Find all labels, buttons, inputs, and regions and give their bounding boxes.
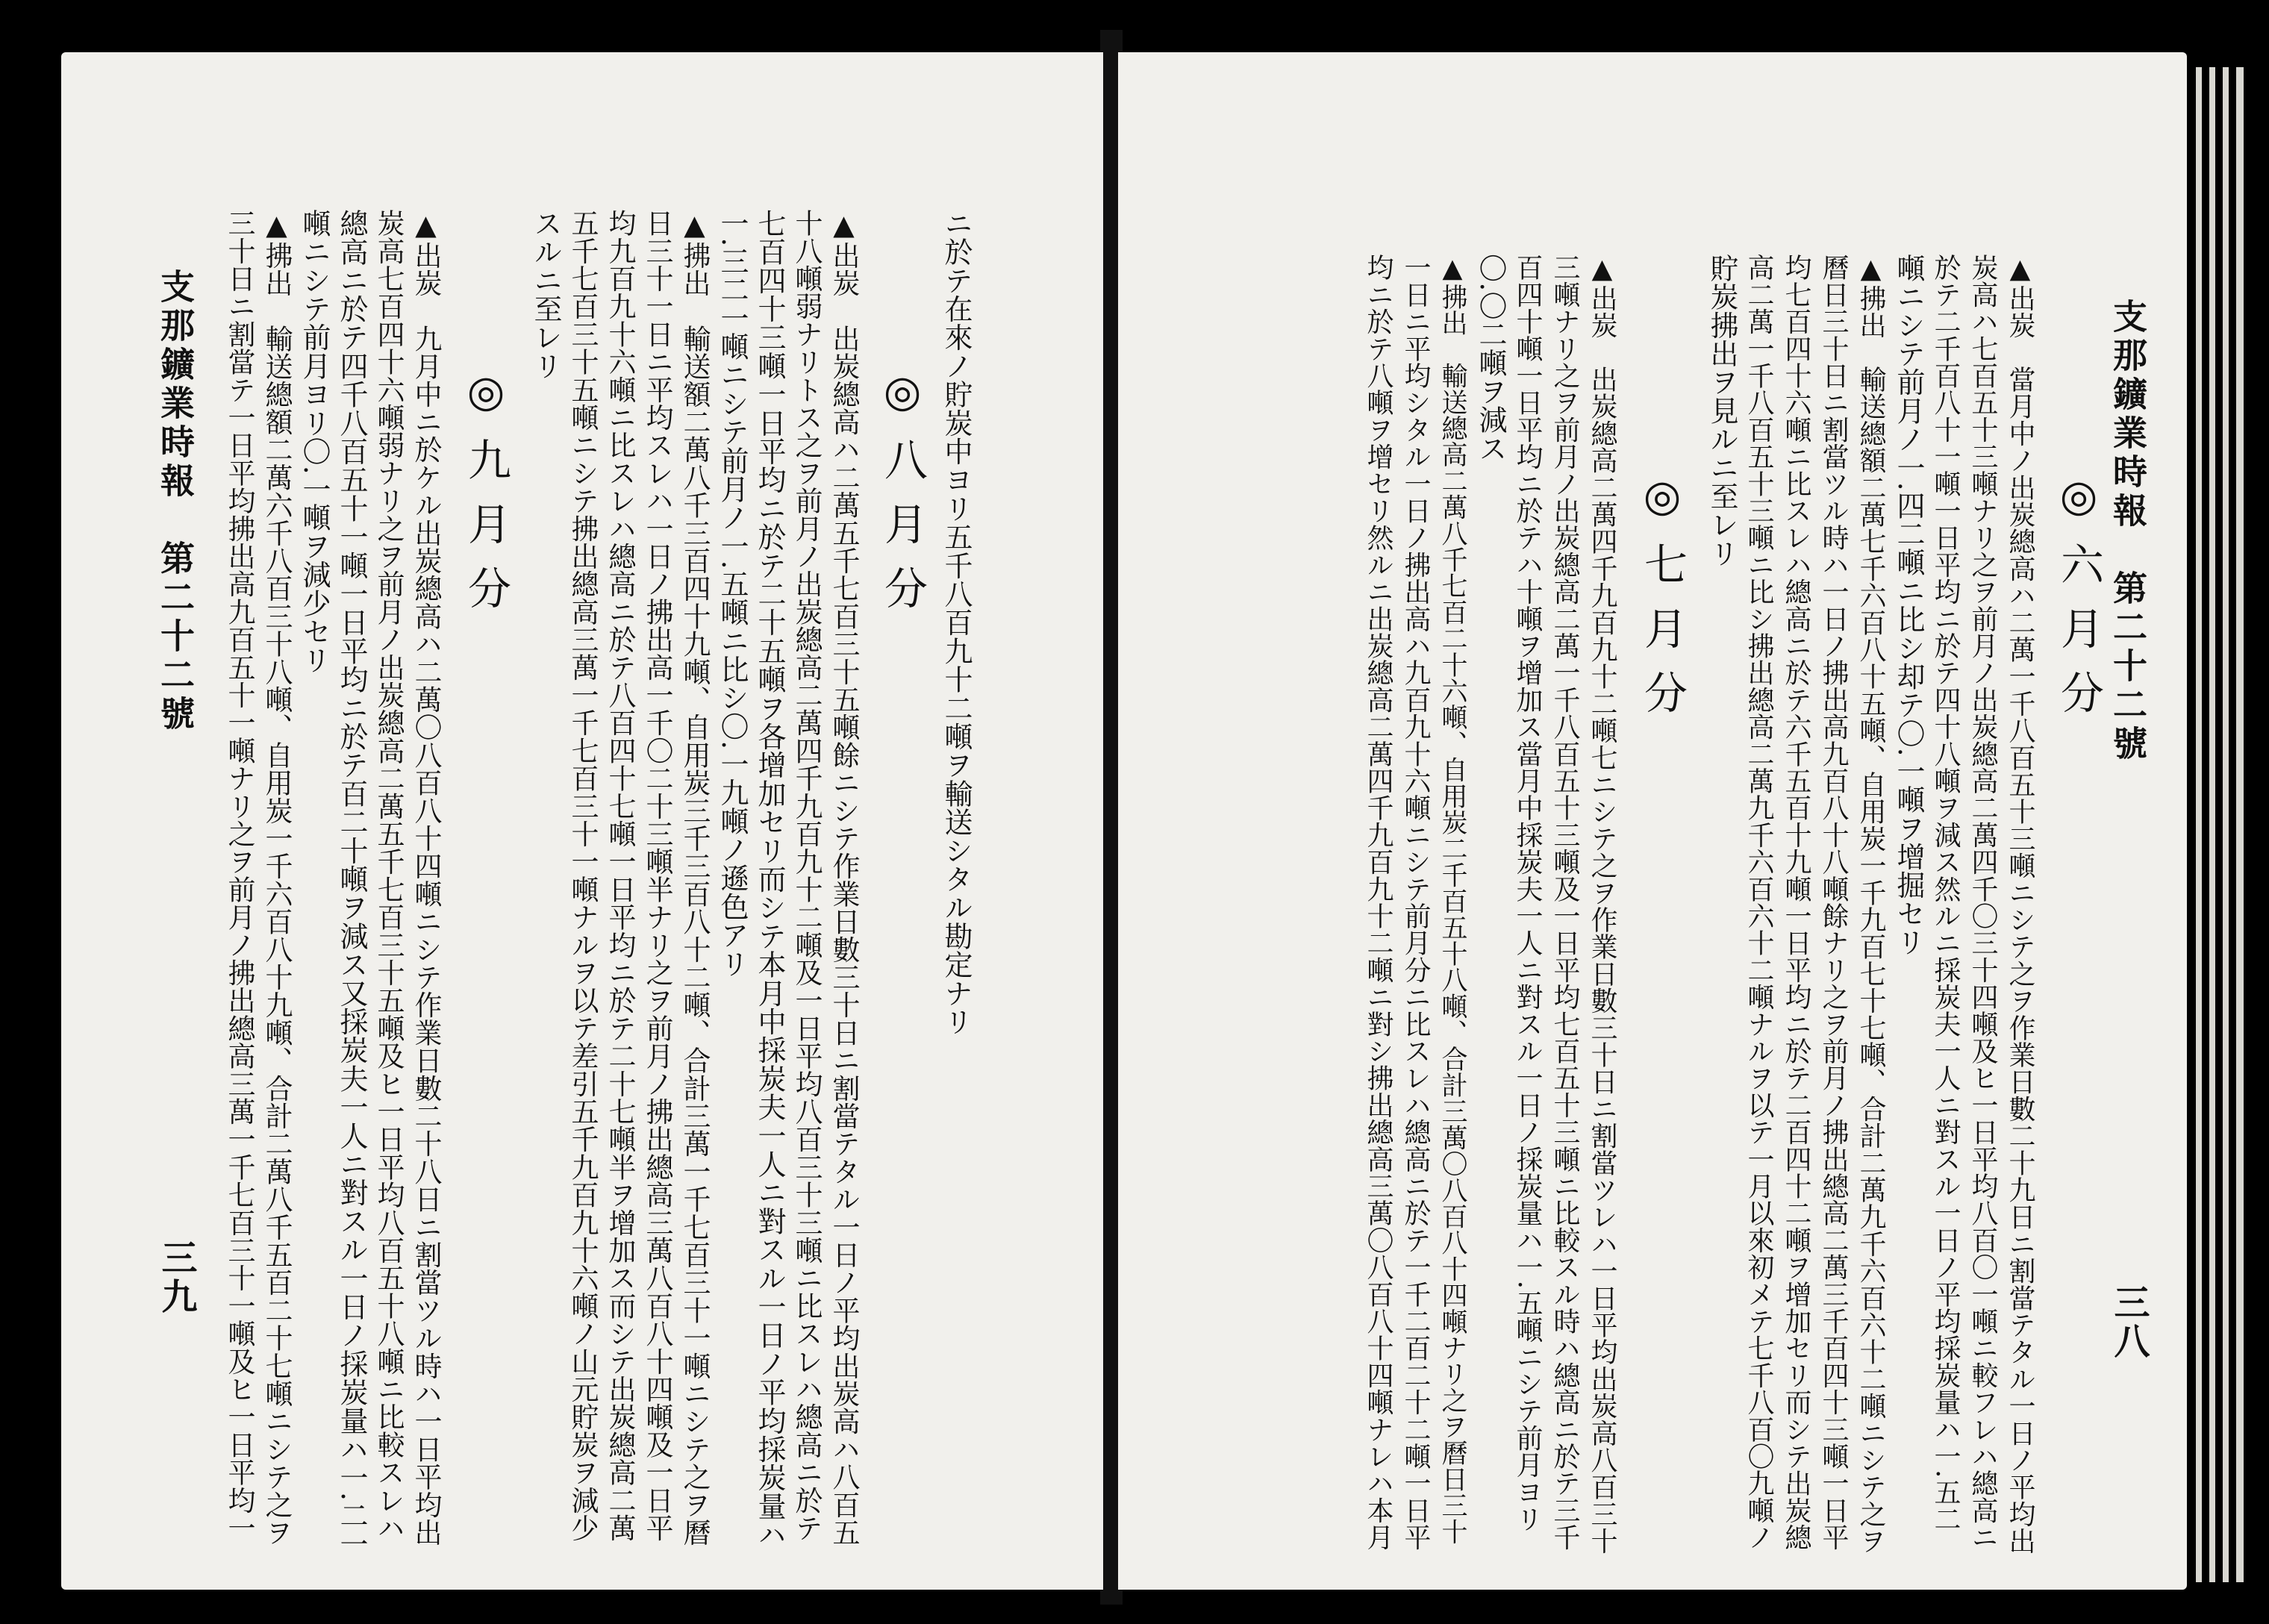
text-line: 日三十一日ニ平均スレハ一日ノ拂出高一千〇二十三噸半ナリ之ヲ前月ノ拂出總高三萬八百八十四噸及一日平 [641, 209, 673, 1542]
text-line: 〇.〇二噸ヲ減ス [1474, 254, 1507, 463]
text-line: 五千七百三十五噸ニシテ拂出總高三萬一千七百三十一噸ナルヲ以テ差引五千九百九十六噸ノ山元貯炭ヲ減少 [567, 209, 599, 1542]
text-line: 一日ニ平均シタル一日ノ拂出高ハ九百九十六噸ニシテ前月分ニ比スレハ總高ニ於テ一千二百二十二噸一日平 [1400, 254, 1431, 1551]
running-header: 支那鑛業時報 第二十二號 [2108, 299, 2148, 764]
text-line: ▲拂出 輸送總高二萬八千七百二十六噸、自用炭二千百五十八噸、合計三萬〇八百八十四噸ナリ之ヲ曆日三十 [1438, 254, 1467, 1545]
text-line: 於テ二千百八十一噸一日平均ニ於テ四十八噸ヲ減ス然ルニ採炭夫一人ニ對スル一日ノ平均採炭量ハ一.五二 [1930, 254, 1961, 1533]
text-line: ▲出炭 當月中ノ出炭總高ハ二萬一千八百五十三噸ニシテ之ヲ作業日數二十九日ニ割當テタル一日ノ平均出 [2005, 254, 2035, 1555]
text-line: ▲拂出 輸送額二萬八千三百四十九噸、自用炭三千三百八十二噸、合計三萬一千七百三十一噸ニシテ之ヲ曆 [678, 209, 711, 1546]
right-page [1118, 52, 2187, 1590]
text-line: 七百四十三噸一日平均ニ於テ二十五噸ヲ各增加セリ而シテ本月中採炭夫一人ニ對スル一日ノ平均採炭量ハ [753, 209, 786, 1549]
page-edge [2196, 67, 2202, 1582]
text-line: 一.三二一噸ニシテ前月ノ一.五噸ニ比シ〇.一九噸ノ遜色アリ [716, 209, 749, 978]
text-line: ▲拂出 輸送總額二萬六千八百三十八噸、自用炭一千六百八十九噸、合計二萬八千五百二十七噸ニシテ之ヲ [260, 209, 293, 1546]
text-line: 三十日ニ割當テ一日平均拂出高九百五十一噸ナリ之ヲ前月ノ拂出總高三萬一千七百三十一噸及ヒ一日平均一 [223, 209, 255, 1542]
text-line: 均九百九十六噸ニ比スレハ總高ニ於テ八百四十七噸一日平均ニ於テ二十七噸半ヲ增加ス而シテ出炭總高二萬 [604, 209, 636, 1542]
section-title-september: ◎九月分 [461, 366, 511, 630]
text-line: 噸ニシテ前月ヨリ〇.一噸ヲ減少セリ [298, 209, 331, 675]
page-edge [2236, 67, 2244, 1582]
text-line: 噸ニシテ前月ノ一.四二噸ニ比シ却テ〇.一噸ヲ增掘セリ [1892, 254, 1925, 957]
text-line: 貯炭拂出ヲ見ルニ至レリ [1705, 254, 1738, 568]
text-line: 三噸ナリ之ヲ前月ノ出炭總高二萬一千八百五十三噸及一日平均七百五十三噸ニ比較スル時ハ總高ニ於テ三千 [1549, 254, 1580, 1551]
page-number: 三九 [155, 1239, 197, 1317]
section-title-august: ◎八月分 [877, 366, 928, 630]
text-line: ▲出炭 九月中ニ於ケル出炭總高ハ二萬〇八百八十四噸ニシテ作業日數二十八日ニ割當ツル時ハ一日平均出 [410, 209, 442, 1546]
text-line: ニ於テ在來ノ貯炭中ヨリ五千八百九十二噸ヲ輸送シタル勘定ナリ [940, 209, 973, 1036]
text-line: ▲出炭 出炭總高ハ二萬五千七百三十五噸餘ニシテ作業日數三十日ニ割當テタル一日ノ平均出炭高ハ八百五 [828, 209, 860, 1546]
text-line: 均七百四十六噸ニ比スレハ總高ニ於テ六千五百十九噸一日平均ニ於テ二百四十二噸ヲ增加セリ而シテ出炭總 [1781, 254, 1811, 1551]
text-line: 炭高ハ七百五十三噸ナリ之ヲ前月ノ出炭總高二萬四千〇三十四噸及ヒ一日平均八百〇一噸ニ較フレハ總高ニ [1967, 254, 1998, 1551]
page-edge [2209, 67, 2215, 1582]
text-line: 均ニ於テ八噸ヲ增セリ然ルニ出炭總高二萬四千九百九十二噸ニ對シ拂出總高三萬〇八百八十四噸ナレハ本月 [1363, 254, 1393, 1551]
text-line: 高二萬一千八百五十三噸ニ比シ拂出總高二萬九千六百六十二噸ナルヲ以テ一月以來初メテ七千八百〇九噸ノ [1744, 254, 1774, 1551]
text-line: ▲拂出 輸送總額二萬七千六百八十五噸、自用炭一千九百七十七噸、合計二萬九千六百六十二噸ニシテ之ヲ [1856, 254, 1886, 1555]
text-line: 十八噸弱ナリトス之ヲ前月ノ出炭總高二萬四千九百九十二噸及一日平均八百三十三噸ニ比スレハ總高ニ於テ [790, 209, 823, 1542]
running-header: 支那鑛業時報 第二十二號 [155, 269, 196, 734]
text-line: スルニ至レリ [529, 209, 562, 381]
text-line: 曆日三十日ニ割當ツル時ハ一日ノ拂出高九百八十八噸餘ナリ之ヲ前月ノ拂出總高二萬三千百四十三噸一日平 [1818, 254, 1849, 1551]
section-title-july: ◎七月分 [1637, 470, 1688, 734]
section-title-june: ◎六月分 [2053, 470, 2104, 734]
page-edge [2223, 67, 2229, 1582]
left-page [61, 52, 1103, 1590]
text-line: ▲出炭 出炭總高二萬四千九百九十二噸七ニシテ之ヲ作業日數三十日ニ割當ツレハ一日平均出炭高八百三十 [1587, 254, 1617, 1555]
text-line: 百四十噸一日平均ニ於テハ十噸ヲ增加ス當月中採炭夫一人ニ對スル一日ノ採炭量ハ一.五噸ニシテ前月ヨリ [1512, 254, 1543, 1533]
page-number: 三八 [2108, 1284, 2150, 1361]
text-line: 總高ニ於テ四千八百五十一噸一日平均ニ於テ百二十噸ヲ減ス又採炭夫一人ニ對スル一日ノ採炭量ハ一.二一 [335, 209, 368, 1558]
text-line: 炭高七百四十六噸弱ナリ之ヲ前月ノ出炭總高二萬五千七百三十五噸及ヒ一日平均八百五十八噸ニ比較スレハ [372, 209, 405, 1542]
